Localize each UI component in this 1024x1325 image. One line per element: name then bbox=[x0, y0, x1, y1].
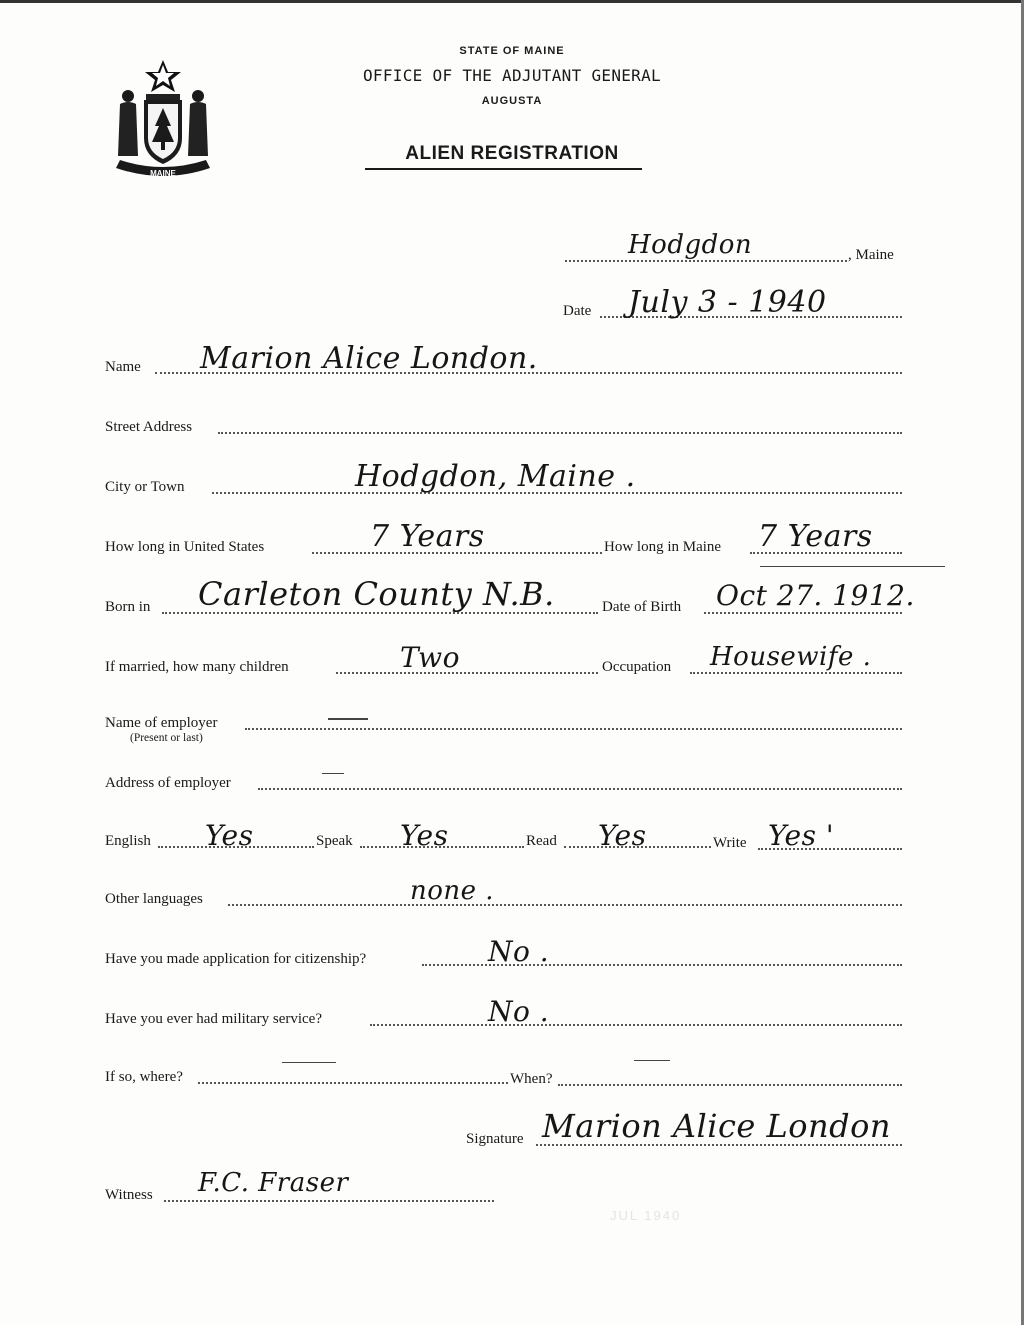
maine-underline bbox=[760, 566, 945, 567]
us-handwriting: 7 Years bbox=[370, 519, 485, 554]
where-label: If so, where? bbox=[105, 1069, 183, 1085]
dob-handwriting: Oct 27. 1912. bbox=[716, 579, 915, 612]
children-handwriting: Two bbox=[400, 641, 461, 674]
town-line bbox=[565, 260, 847, 262]
city-handwriting: Hodgdon, Maine . bbox=[355, 459, 636, 494]
header-state: STATE OF MAINE bbox=[459, 45, 565, 57]
military-label: Have you ever had military service? bbox=[105, 1011, 322, 1027]
children-line bbox=[336, 672, 598, 674]
speak-label: Speak bbox=[316, 833, 353, 849]
where-line bbox=[198, 1082, 508, 1084]
name-label: Name bbox=[105, 359, 141, 375]
witness-handwriting: F.C. Fraser bbox=[198, 1168, 349, 1198]
signature-label: Signature bbox=[466, 1131, 524, 1147]
scan-edge-top bbox=[0, 0, 1024, 3]
read-label: Read bbox=[526, 833, 557, 849]
other-languages-handwriting: none . bbox=[410, 876, 495, 906]
speak-handwriting: Yes bbox=[400, 819, 449, 852]
city-label: City or Town bbox=[105, 479, 185, 495]
employer-label: Name of employer bbox=[105, 715, 218, 731]
children-label: If married, how many children bbox=[105, 659, 289, 675]
dob-label: Date of Birth bbox=[602, 599, 682, 615]
occupation-handwriting: Housewife . bbox=[710, 642, 872, 672]
signature-handwriting: Marion Alice London bbox=[542, 1107, 892, 1145]
write-handwriting: Yes ' bbox=[768, 819, 835, 852]
when-label: When? bbox=[510, 1071, 553, 1087]
english-handwriting: Yes bbox=[205, 819, 254, 852]
write-label: Write bbox=[713, 835, 747, 851]
english-label: English bbox=[105, 833, 151, 849]
title-underline bbox=[365, 168, 642, 170]
citizenship-label: Have you made application for citizenship? bbox=[105, 951, 367, 967]
town-handwriting: Hodgdon bbox=[628, 230, 753, 260]
citizenship-handwriting: No . bbox=[488, 935, 550, 968]
occupation-label: Occupation bbox=[602, 659, 672, 675]
born-handwriting: Carleton County N.B. bbox=[198, 575, 555, 613]
us-label: How long in United States bbox=[105, 539, 265, 555]
when-line bbox=[558, 1084, 902, 1086]
street-line bbox=[218, 432, 902, 434]
military-handwriting: No . bbox=[488, 995, 550, 1028]
town-suffix: , Maine bbox=[848, 247, 894, 263]
seal-text: MAINE bbox=[150, 169, 176, 178]
date-handwriting: July 3 - 1940 bbox=[628, 285, 827, 320]
employer-dash bbox=[328, 718, 368, 720]
employer-sublabel: (Present or last) bbox=[130, 732, 203, 744]
header-office: OFFICE OF THE ADJUTANT GENERAL bbox=[363, 66, 661, 85]
where-dash bbox=[282, 1062, 336, 1063]
witness-label: Witness bbox=[105, 1187, 153, 1203]
military-line bbox=[370, 1024, 902, 1026]
witness-line bbox=[164, 1200, 494, 1202]
occupation-line bbox=[690, 672, 902, 674]
street-label: Street Address bbox=[105, 419, 193, 435]
born-label: Born in bbox=[105, 599, 151, 615]
employer-address-dash bbox=[322, 773, 344, 774]
maine-label: How long in Maine bbox=[604, 539, 722, 555]
when-dash bbox=[634, 1060, 670, 1061]
maine-handwriting: 7 Years bbox=[758, 519, 873, 554]
employer-line bbox=[245, 728, 902, 730]
other-languages-label: Other languages bbox=[105, 891, 203, 907]
form-title: ALIEN REGISTRATION bbox=[405, 143, 619, 164]
name-handwriting: Marion Alice London. bbox=[200, 341, 538, 376]
date-label: Date bbox=[563, 303, 592, 319]
received-stamp: JUL 1940 bbox=[610, 1208, 682, 1223]
employer-address-line bbox=[258, 788, 902, 790]
other-languages-line bbox=[228, 904, 902, 906]
read-handwriting: Yes bbox=[598, 819, 647, 852]
dob-line bbox=[704, 612, 902, 614]
employer-address-label: Address of employer bbox=[105, 775, 231, 791]
header-city: AUGUSTA bbox=[481, 95, 543, 107]
